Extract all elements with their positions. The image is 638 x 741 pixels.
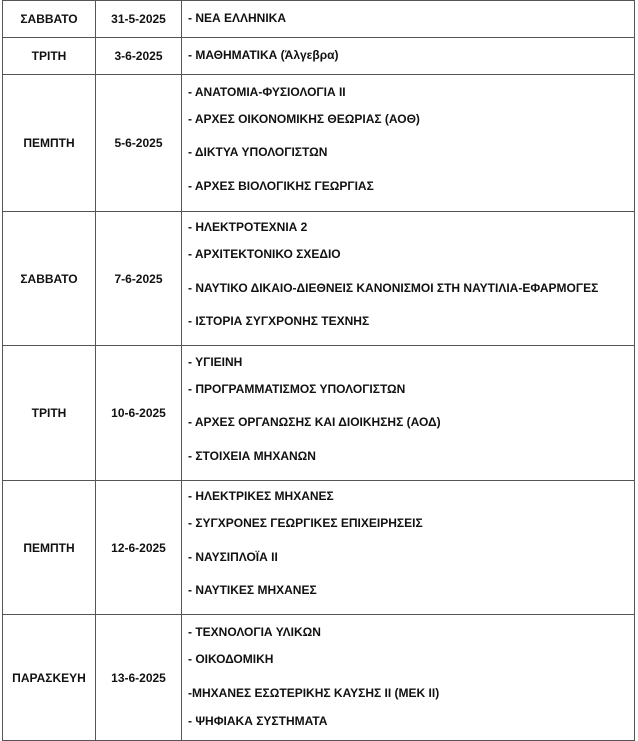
exam-schedule-table (2, 0, 635, 741)
date-cell: 7-6-2025 (96, 212, 182, 346)
subjects-cell (182, 346, 635, 481)
day-cell: ΣΑΒΒΑΤΟ (3, 1, 96, 38)
subjects-cell (182, 75, 635, 212)
day-cell: ΠΕΜΠΤΗ (3, 481, 96, 615)
subject-item: - ΜΑΘΗΜΑΤΙΚΑ (Άλγεβρα) (188, 48, 339, 62)
subject-item: - ΣΥΓΧΡΟΝΕΣ ΓΕΩΡΓΙΚΕΣ ΕΠΙΧΕΙΡΗΣΕΙΣ (188, 516, 423, 531)
subject-item: - ΝΕΑ ΕΛΛΗΝΙΚΑ (188, 11, 287, 25)
subjects-cell (182, 212, 635, 346)
subject-item: - ΑΡΧΕΣ ΒΙΟΛΟΓΙΚΗΣ ΓΕΩΡΓΙΑΣ (188, 178, 374, 193)
subject-item: - ΑΡΧΕΣ ΟΙΚΟΝΟΜΙΚΗΣ ΘΕΩΡΙΑΣ (ΑΟΘ) (188, 111, 420, 126)
table-row (3, 615, 635, 741)
subject-item: - ΔΙΚΤΥΑ ΥΠΟΛΟΓΙΣΤΩΝ (188, 145, 328, 160)
subject-item: - ΥΓΙΕΙΝΗ (188, 354, 243, 369)
date-cell: 3-6-2025 (96, 38, 182, 75)
table-row (3, 38, 635, 75)
subject-item: - ΠΡΟΓΡΑΜΜΑΤΙΣΜΟΣ ΥΠΟΛΟΓΙΣΤΩΝ (188, 381, 406, 396)
subject-item: -ΜΗΧΑΝΕΣ ΕΣΩΤΕΡΙΚΗΣ ΚΑΥΣΗΣ ΙΙ (ΜΕΚ ΙΙ) (188, 685, 440, 700)
subject-item: - ΗΛΕΚΤΡΟΤΕΧΝΙΑ 2 (188, 220, 308, 235)
table-row (3, 212, 635, 346)
day-cell: ΣΑΒΒΑΤΟ (3, 212, 96, 346)
subjects-cell (182, 38, 635, 75)
date-cell: 13-6-2025 (96, 615, 182, 741)
date-cell: 12-6-2025 (96, 481, 182, 615)
subjects-cell (182, 1, 635, 38)
day-cell: ΠΑΡΑΣΚΕΥΗ (3, 615, 96, 741)
table-row (3, 481, 635, 615)
day-cell: ΠΕΜΠΤΗ (3, 75, 96, 212)
table-row (3, 1, 635, 38)
subject-item: - ΟΙΚΟΔΟΜΙΚΗ (188, 652, 274, 666)
table-row (3, 75, 635, 212)
subjects-cell (182, 615, 635, 741)
subject-item: - ΝΑΥΤΙΚΟ ΔΙΚΑΙΟ-ΔΙΕΘΝΕΙΣ ΚΑΝΟΝΙΣΜΟΙ ΣΤΗ ΝΑΥΤΙΛΙΑ-ΕΦΑΡΜΟΓΕΣ (188, 280, 599, 295)
subject-item: - ΝΑΥΣΙΠΛΟΪΑ ΙΙ (188, 549, 278, 564)
subject-item: - ΑΡΧΙΤΕΚΤΟΝΙΚΟ ΣΧΕΔΙΟ (188, 247, 341, 262)
date-cell: 5-6-2025 (96, 75, 182, 212)
subject-item: - ΤΕΧΝΟΛΟΓΙΑ ΥΛΙΚΩΝ (188, 625, 321, 639)
subjects-cell (182, 481, 635, 615)
subject-item: - ΑΝΑΤΟΜΙΑ-ΦΥΣΙΟΛΟΓΙΑ ΙΙ (188, 84, 346, 99)
subject-item: - ΙΣΤΟΡΙΑ ΣΥΓΧΡΟΝΗΣ ΤΕΧΝΗΣ (188, 314, 370, 329)
subject-item: - ΣΤΟΙΧΕΙΑ ΜΗΧΑΝΩΝ (188, 448, 316, 463)
date-cell: 31-5-2025 (96, 1, 182, 38)
subject-item: - ΑΡΧΕΣ ΟΡΓΑΝΩΣΗΣ ΚΑΙ ΔΙΟΙΚΗΣΗΣ (ΑΟΔ) (188, 415, 441, 430)
day-cell: ΤΡΙΤΗ (3, 38, 96, 75)
subject-item: - ΝΑΥΤΙΚΕΣ ΜΗΧΑΝΕΣ (188, 583, 317, 598)
date-cell: 10-6-2025 (96, 346, 182, 481)
subject-item: - ΨΗΦΙΑΚΑ ΣΥΣΤΗΜΑΤΑ (188, 714, 328, 728)
table-row (3, 346, 635, 481)
subject-item: - ΗΛΕΚΤΡΙΚΕΣ ΜΗΧΑΝΕΣ (188, 489, 334, 504)
day-cell: ΤΡΙΤΗ (3, 346, 96, 481)
